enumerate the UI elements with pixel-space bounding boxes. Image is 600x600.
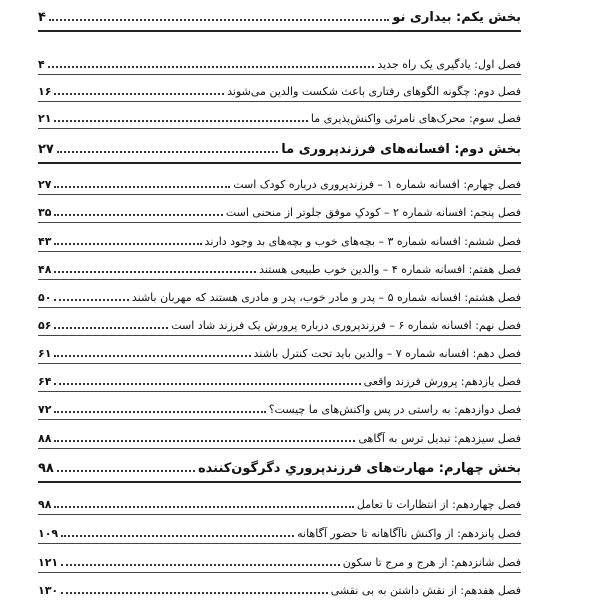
chapter-title: فصل نهم: افسانه شماره ۶ – فرزندپروری درباره پرورش یک فرزند شاد است bbox=[171, 319, 521, 332]
section-title: بخش یکم: بیداری نو bbox=[392, 10, 521, 25]
dot-leader bbox=[49, 9, 389, 21]
toc-chapter-entry[interactable] bbox=[38, 233, 521, 252]
dot-leader bbox=[57, 141, 278, 153]
dot-leader bbox=[61, 554, 340, 566]
dot-leader bbox=[54, 233, 201, 245]
toc-chapter-entry[interactable] bbox=[38, 373, 521, 392]
chapter-page-number: ۴۸ bbox=[38, 263, 52, 276]
toc-chapter-entry[interactable] bbox=[38, 401, 521, 420]
toc-chapter-entry[interactable] bbox=[38, 83, 521, 102]
chapter-title: فصل سوم: محرک‌های نامرئی واکنش‌پذیری ما bbox=[310, 112, 521, 125]
section-title: بخش دوم: افسانه‌های فرزندپروری ما bbox=[281, 142, 521, 157]
chapter-page-number: ۴۳ bbox=[38, 235, 52, 248]
chapter-page-number: ۹۸ bbox=[38, 498, 52, 511]
toc-section-heading[interactable] bbox=[38, 457, 521, 483]
toc-chapter-entry[interactable] bbox=[38, 345, 521, 364]
chapter-page-number: ۸۸ bbox=[38, 432, 52, 445]
toc-chapter-entry[interactable] bbox=[38, 582, 521, 600]
dot-leader bbox=[54, 110, 307, 122]
section-page-number: ۹۸ bbox=[38, 461, 54, 476]
dot-leader bbox=[54, 204, 222, 216]
chapter-title: فصل شانزدهم: از هرج و مرج تا سکون bbox=[342, 556, 521, 569]
dot-leader bbox=[54, 83, 224, 95]
chapter-title: فصل دوم: چگونه الگوهای رفتاری باعث شکست والدین می‌شوند bbox=[227, 85, 521, 98]
chapter-title: فصل سیزدهم: تبدیل ترس به آگاهی bbox=[358, 432, 521, 445]
chapter-title: فصل چهاردهم: از انتظارات تا تعامل bbox=[356, 498, 521, 511]
toc-chapter-entry[interactable] bbox=[38, 204, 521, 223]
dot-leader bbox=[54, 345, 250, 357]
chapter-title: فصل دهم: افسانه شماره ۷ – والدین باید تحت کنترل باشند bbox=[253, 347, 521, 360]
dot-leader bbox=[57, 460, 195, 472]
chapter-title: فصل پانزدهم: از واکنش ناآگاهانه تا حضور آگاهانه bbox=[297, 527, 521, 540]
chapter-page-number: ۲۷ bbox=[38, 178, 52, 191]
toc-chapter-entry[interactable] bbox=[38, 56, 521, 75]
dot-leader bbox=[61, 582, 328, 594]
chapter-page-number: ۶۱ bbox=[38, 347, 52, 360]
chapter-page-number: ۷۲ bbox=[38, 403, 52, 416]
toc-chapter-entry[interactable] bbox=[38, 176, 521, 195]
chapter-page-number: ۶۴ bbox=[38, 375, 52, 388]
chapter-page-number: ۱۳۰ bbox=[38, 584, 59, 597]
toc-section-heading[interactable] bbox=[38, 138, 521, 164]
dot-leader bbox=[61, 525, 294, 537]
dot-leader bbox=[54, 289, 128, 301]
chapter-page-number: ۲۱ bbox=[38, 112, 52, 125]
toc-chapter-entry[interactable] bbox=[38, 525, 521, 544]
dot-leader bbox=[54, 176, 230, 188]
chapter-page-number: ۱۶ bbox=[38, 85, 52, 98]
chapter-title: فصل ششم: افسانه شماره ۳ – بچه‌های خوب و بچه‌های بد وجود دارند bbox=[204, 235, 521, 248]
dot-leader bbox=[54, 430, 355, 442]
chapter-title: فصل هفدهم: از نقش داشتن به بی نقشی bbox=[330, 584, 521, 597]
chapter-page-number: ۱۲۱ bbox=[38, 556, 59, 569]
chapter-page-number: ۵۶ bbox=[38, 319, 52, 332]
chapter-page-number: ۳۵ bbox=[38, 206, 52, 219]
section-title: بخش چهارم: مهارت‌های فرزندپروریِ دگرگون‌کننده bbox=[197, 461, 521, 476]
toc-chapter-entry[interactable] bbox=[38, 554, 521, 573]
toc-chapter-entry[interactable] bbox=[38, 430, 521, 449]
chapter-title: فصل پنجم: افسانه شماره ۲ – کودکِ موفق جلوتر از منحنی است bbox=[225, 206, 521, 219]
toc-chapter-entry[interactable] bbox=[38, 496, 521, 515]
section-page-number: ۴ bbox=[38, 10, 46, 25]
chapter-title: فصل اول: یادگیری یک راه جدید bbox=[377, 58, 521, 71]
toc-section-heading[interactable] bbox=[38, 6, 521, 32]
chapter-page-number: ۵۰ bbox=[38, 291, 52, 304]
chapter-page-number: ۱۰۹ bbox=[38, 527, 59, 540]
chapter-title: فصل چهارم: افسانه شماره ۱ – فرزندپروری درباره کودک است bbox=[233, 178, 521, 191]
chapter-title: فصل هشتم: افسانه شماره ۵ – پدر و مادر خوب، پدر و مادری هستند که مهربان باشند bbox=[131, 291, 521, 304]
toc-chapter-entry[interactable] bbox=[38, 261, 521, 280]
toc-chapter-entry[interactable] bbox=[38, 317, 521, 336]
dot-leader bbox=[54, 401, 265, 413]
toc-chapter-entry[interactable] bbox=[38, 110, 521, 129]
chapter-page-number: ۴ bbox=[38, 58, 45, 71]
dot-leader bbox=[48, 56, 375, 68]
dot-leader bbox=[54, 261, 256, 273]
dot-leader bbox=[54, 373, 360, 385]
chapter-title: فصل هفتم: افسانه شماره ۴ – والدین خوب طبیعی هستند bbox=[259, 263, 521, 276]
chapter-title: فصل یازدهم: پرورش فرزند واقعی bbox=[363, 375, 521, 388]
toc-chapter-entry[interactable] bbox=[38, 289, 521, 308]
section-page-number: ۲۷ bbox=[38, 142, 54, 157]
chapter-title: فصل دوازدهم: به راستی در پس واکنش‌های ما چیست؟ bbox=[268, 403, 521, 416]
dot-leader bbox=[54, 496, 353, 508]
dot-leader bbox=[54, 317, 168, 329]
